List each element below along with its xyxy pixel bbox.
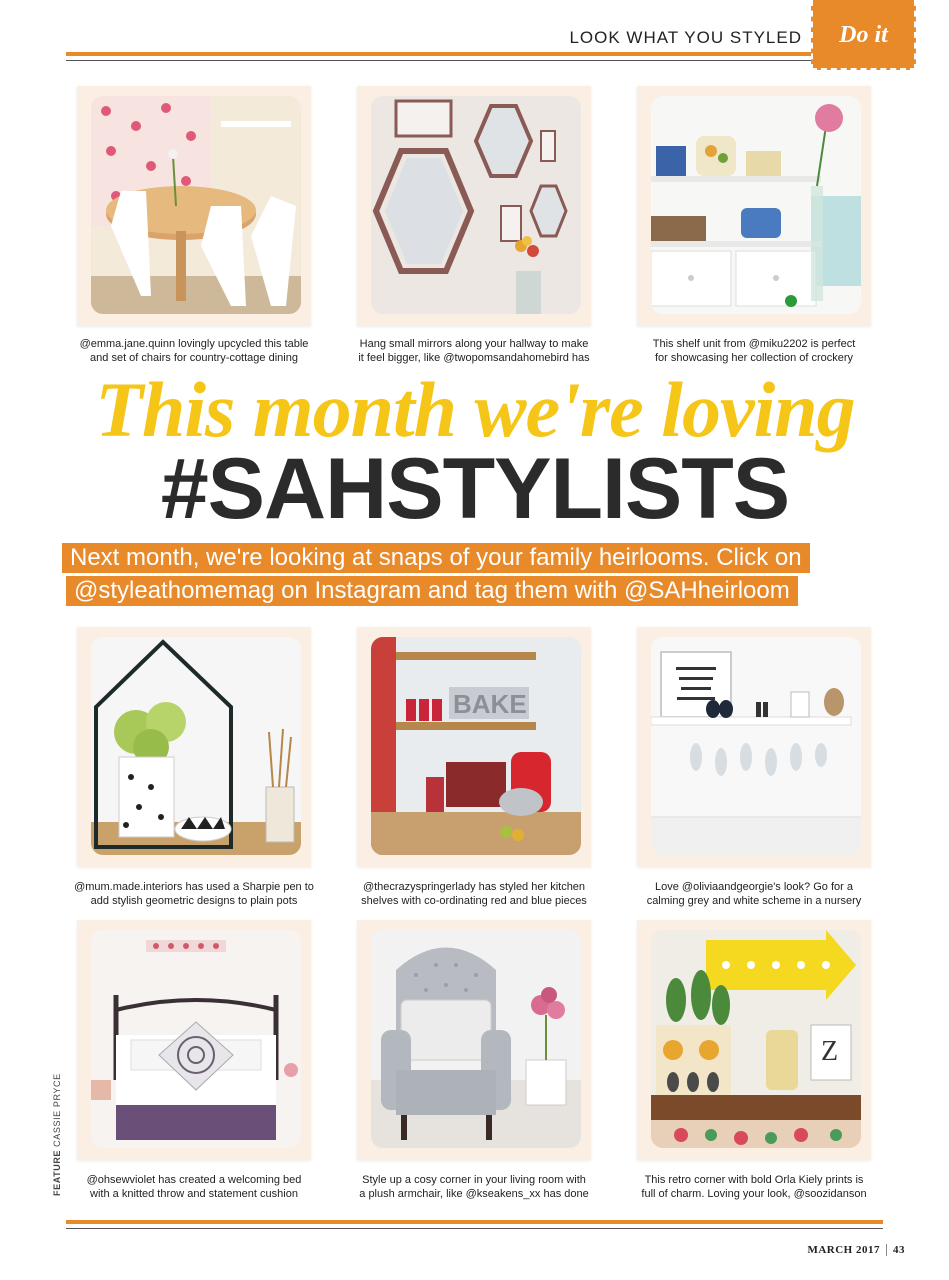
photo-shelf-unit [651,96,861,314]
photo-armchair [371,930,581,1148]
caption-line: and set of chairs for country-cottage dining [90,352,298,364]
caption-line: @ohsewviolet has created a welcoming bed [86,1174,302,1186]
caption-line: calming grey and white scheme in a nursery [646,895,862,907]
caption-line: add stylish geometric designs to plain pots [90,895,298,907]
photo-retro-corner [651,930,861,1148]
issue-date: MARCH 2017 [807,1244,880,1256]
caption-1 [59,337,329,365]
credit-label: FEATURE [52,1149,62,1196]
photo-card-8 [357,920,591,1160]
photo-card-3 [637,86,871,326]
photo-card-4 [77,627,311,867]
photo-card-7 [77,920,311,1160]
caption-line: a plush armchair, like @kseakens_xx has done [359,1188,589,1200]
photo-nursery-shelf [651,637,861,855]
caption-5 [339,880,609,908]
caption-line: for showcasing her collection of crockery [654,352,854,364]
caption-2 [339,337,609,365]
caption-line: @mum.made.interiors has used a Sharpie pen to [74,881,314,893]
promo-line-2: @styleathomemag on Instagram and tag them with @SAHheirloom [66,576,798,606]
photo-card-9 [637,920,871,1160]
photo-dining-table [91,96,301,314]
headline-hashtag: #SAHSTYLISTS [160,441,790,537]
caption-line: it feel bigger, like @twopomsandahomebird has [358,352,590,364]
tab-label: Do it [839,22,888,48]
photo-hexagon-mirrors [371,96,581,314]
headline-loving: This month we're loving [95,366,855,453]
caption-line: with a knitted throw and statement cushion [90,1188,298,1200]
photo-bed-cushion [91,930,301,1148]
header-rule-orange [66,52,811,56]
caption-line: full of charm. Loving your look, @soozidanson [641,1188,867,1200]
caption-9 [619,1173,889,1201]
svg-text:Z: Z [821,1036,839,1067]
caption-line: @emma.jane.quinn lovingly upcycled this table [79,338,309,350]
feature-credit [52,1073,62,1196]
header-rule-thin [66,60,811,61]
section-title: LOOK WHAT YOU STYLED [569,28,802,47]
photo-card-6 [637,627,871,867]
caption-line: shelves with co-ordinating red and blue pieces [361,895,587,907]
caption-line: This shelf unit from @miku2202 is perfect [652,338,856,350]
promo-line-1: Next month, we're looking at snaps of your family heirlooms. Click on [62,543,810,573]
caption-line: Love @oliviaandgeorgie's look? Go for a [655,881,853,893]
credit-name: CASSIE PRYCE [52,1073,62,1147]
folio [807,1244,905,1256]
caption-line: This retro corner with bold Orla Kiely prints is [644,1174,864,1186]
photo-card-2 [357,86,591,326]
svg-text:BAKE: BAKE [453,689,527,719]
caption-8 [339,1173,609,1201]
photo-kitchen-shelves [371,637,581,855]
do-it-tab [811,0,916,70]
caption-4 [59,880,329,908]
photo-wire-house-planter [91,637,301,855]
caption-line: Hang small mirrors along your hallway to make [359,338,589,350]
caption-line: Style up a cosy corner in your living room with [362,1174,586,1186]
photo-card-5 [357,627,591,867]
footer-rule-thin [66,1228,883,1229]
folio-divider [886,1244,887,1256]
caption-3 [619,337,889,365]
caption-line: @thecrazyspringerlady has styled her kitchen [362,881,586,893]
page-number: 43 [893,1244,905,1256]
footer-rule-orange [66,1220,883,1224]
photo-card-1 [77,86,311,326]
caption-7 [59,1173,329,1201]
caption-6 [619,880,889,908]
